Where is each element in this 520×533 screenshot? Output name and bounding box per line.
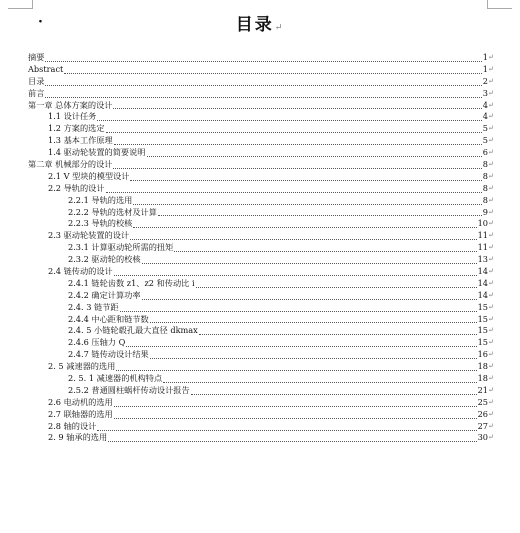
toc-entry-page: 16 xyxy=(477,349,488,360)
toc-entry-label: 1.2 方案的选定 xyxy=(48,123,105,134)
toc-entry-page: 15 xyxy=(477,325,488,336)
toc-leader-dots xyxy=(120,303,477,312)
toc-entry[interactable] xyxy=(28,230,494,242)
paragraph-mark-icon: ↵ xyxy=(488,278,494,287)
toc-entry-page: 13 xyxy=(477,254,488,265)
toc-entry-page: 5 xyxy=(482,123,488,134)
paragraph-mark-icon: ↵ xyxy=(488,76,494,85)
table-of-contents xyxy=(28,52,494,444)
toc-entry[interactable] xyxy=(28,361,494,373)
toc-entry-page: 8 xyxy=(482,182,488,193)
paragraph-mark-icon: ↵ xyxy=(488,195,494,204)
toc-entry[interactable] xyxy=(28,183,494,195)
toc-entry-page: 15 xyxy=(477,337,488,348)
toc-leader-dots xyxy=(150,350,477,359)
paragraph-mark-icon: ↵ xyxy=(488,326,494,335)
toc-entry-page: 18 xyxy=(477,373,488,384)
toc-leader-dots xyxy=(108,433,476,442)
paragraph-mark-icon: ↵ xyxy=(488,207,494,216)
toc-leader-dots xyxy=(114,410,477,419)
toc-leader-dots xyxy=(97,422,476,431)
toc-leader-dots xyxy=(142,291,477,300)
paragraph-mark-icon: ↵ xyxy=(488,88,494,97)
paragraph-mark-icon: ↵ xyxy=(488,100,494,109)
paragraph-mark-icon: ↵ xyxy=(488,314,494,323)
toc-entry[interactable] xyxy=(28,349,494,361)
paragraph-mark-icon: ↵ xyxy=(488,183,494,192)
toc-leader-dots xyxy=(130,231,476,240)
toc-entry[interactable] xyxy=(28,100,494,112)
toc-entry[interactable] xyxy=(28,242,494,254)
toc-entry-label: 1.1 设计任务 xyxy=(48,111,97,122)
paragraph-mark-icon: ↵ xyxy=(488,374,494,383)
toc-leader-dots xyxy=(114,136,482,145)
toc-leader-dots xyxy=(113,160,481,169)
toc-entry-label: 2.4.1 链轮齿数 z1、z2 和传动比 i xyxy=(68,277,195,288)
toc-leader-dots xyxy=(199,326,477,335)
toc-entry[interactable] xyxy=(28,314,494,326)
toc-entry[interactable] xyxy=(28,385,494,397)
bullet-mark: · xyxy=(38,14,43,30)
toc-entry[interactable] xyxy=(28,373,494,385)
toc-entry-label: Abstract xyxy=(28,63,64,74)
toc-entry[interactable] xyxy=(28,409,494,421)
toc-entry-page: 4 xyxy=(482,111,488,122)
toc-entry-page: 4 xyxy=(482,99,488,110)
toc-entry-label: 2.2.1 导轨的选用 xyxy=(68,194,133,205)
toc-entry-label: 2.7 联轴器的选用 xyxy=(48,408,113,419)
toc-entry[interactable] xyxy=(28,337,494,349)
toc-leader-dots xyxy=(106,184,482,193)
toc-entry-page: 21 xyxy=(477,384,488,395)
toc-entry-label: 2. 5. 1 减速器的机构特点 xyxy=(68,373,163,384)
toc-entry[interactable] xyxy=(28,278,494,290)
paragraph-mark-icon: ↵ xyxy=(488,255,494,264)
toc-entry[interactable] xyxy=(28,135,494,147)
toc-entry-page: 15 xyxy=(477,313,488,324)
toc-leader-dots xyxy=(106,124,482,133)
toc-entry[interactable] xyxy=(28,159,494,171)
toc-entry-page: 8 xyxy=(482,159,488,169)
toc-entry[interactable] xyxy=(28,88,494,100)
toc-entry-page: 8 xyxy=(482,194,488,205)
toc-entry-label: 目录 xyxy=(28,75,45,86)
toc-entry-label: 2.8 轴的设计 xyxy=(48,420,97,431)
toc-entry[interactable] xyxy=(28,218,494,230)
toc-entry-label: 2.3.2 驱动轮的校核 xyxy=(68,254,141,265)
toc-leader-dots xyxy=(64,65,481,74)
paragraph-mark-icon: ↵ xyxy=(488,243,494,252)
toc-entry[interactable] xyxy=(28,52,494,64)
paragraph-mark-icon: ↵ xyxy=(488,124,494,133)
toc-entry-label: 摘要 xyxy=(28,51,45,62)
toc-entry[interactable] xyxy=(28,76,494,88)
toc-entry-page: 10 xyxy=(477,218,488,229)
toc-entry[interactable] xyxy=(28,64,494,76)
paragraph-mark-icon: ↵ xyxy=(488,385,494,394)
toc-entry-label: 2.1 V 型块的模型设计 xyxy=(48,170,130,181)
paragraph-mark-icon: ↵ xyxy=(488,112,494,121)
toc-leader-dots xyxy=(150,314,477,323)
toc-entry-label: 2. 5 减速器的选用 xyxy=(48,361,116,372)
toc-entry-label: 1.3 基本工作原理 xyxy=(48,135,113,146)
toc-leader-dots xyxy=(147,148,482,157)
toc-entry-label: 2.4.4 中心距和链节数 xyxy=(68,313,149,324)
page-title-text: 目录 xyxy=(235,15,274,35)
page-corner-mark-left xyxy=(8,0,33,9)
paragraph-mark-icon: ↵ xyxy=(488,397,494,406)
toc-entry-page: 14 xyxy=(477,266,488,277)
toc-entry[interactable] xyxy=(28,421,494,433)
toc-entry[interactable] xyxy=(28,302,494,314)
toc-entry[interactable] xyxy=(28,111,494,123)
toc-entry-page: 11 xyxy=(477,242,488,253)
toc-entry-label: 2.2.2 导轨的选材及计算 xyxy=(68,206,157,217)
toc-leader-dots xyxy=(45,77,481,86)
toc-entry-page: 25 xyxy=(477,396,488,407)
toc-entry-page: 15 xyxy=(477,301,488,312)
toc-entry[interactable] xyxy=(28,266,494,278)
toc-leader-dots xyxy=(97,112,481,121)
paragraph-mark-icon: ↵ xyxy=(488,219,494,228)
toc-entry-label: 2.4.7 链传动设计结果 xyxy=(68,349,149,360)
toc-leader-dots xyxy=(196,279,477,288)
toc-entry-page: 18 xyxy=(477,361,488,372)
paragraph-mark-icon: ↵ xyxy=(488,362,494,371)
toc-leader-dots xyxy=(114,398,477,407)
toc-entry-page: 8 xyxy=(482,170,488,181)
toc-entry-page: 11 xyxy=(477,230,488,241)
toc-entry-label: 前言 xyxy=(28,87,45,98)
toc-leader-dots xyxy=(174,243,476,252)
paragraph-mark-icon: ↵ xyxy=(488,52,494,61)
toc-entry-label: 第一章 总体方案的设计 xyxy=(28,99,113,110)
toc-entry[interactable] xyxy=(28,147,494,159)
toc-entry-page: 26 xyxy=(477,408,488,419)
toc-entry-page: 2 xyxy=(482,75,488,86)
toc-entry-page: 1 xyxy=(482,51,488,62)
toc-leader-dots xyxy=(116,362,476,371)
toc-entry[interactable] xyxy=(28,207,494,219)
paragraph-mark-icon: ↵ xyxy=(488,350,494,359)
paragraph-mark-icon: ↵ xyxy=(488,302,494,311)
toc-leader-dots xyxy=(142,255,477,264)
toc-entry-label: 2.3 驱动轮装置的设计 xyxy=(48,230,130,241)
toc-entry-page: 1 xyxy=(482,63,488,74)
paragraph-mark-icon: ↵ xyxy=(488,231,494,240)
toc-entry-label: 2. 9 轴承的选用 xyxy=(48,432,108,443)
paragraph-mark-icon: ↵ xyxy=(488,409,494,418)
toc-entry-page: 14 xyxy=(477,277,488,288)
paragraph-mark-icon: ↵ xyxy=(488,136,494,145)
toc-entry-label: 2.4 链传动的设计 xyxy=(48,266,113,277)
paragraph-mark-icon: ↵ xyxy=(488,148,494,157)
paragraph-mark-icon: ↵ xyxy=(488,64,494,73)
toc-entry-label: 2.4. 5 小链轮毂孔最大直径 dkmax xyxy=(68,325,198,336)
toc-leader-dots xyxy=(158,207,482,216)
toc-entry-page: 3 xyxy=(482,87,488,98)
toc-leader-dots xyxy=(45,89,481,98)
page-title xyxy=(0,10,520,35)
page-corner-mark-right xyxy=(487,0,512,9)
toc-entry-page: 5 xyxy=(482,135,488,146)
toc-entry-label: 2.3.1 计算驱动轮所需的扭矩 xyxy=(68,242,174,253)
toc-leader-dots xyxy=(133,219,476,228)
paragraph-mark-icon: ↵ xyxy=(274,23,285,33)
toc-leader-dots xyxy=(114,267,477,276)
paragraph-mark-icon: ↵ xyxy=(488,421,494,430)
toc-leader-dots xyxy=(163,374,476,383)
toc-entry[interactable] xyxy=(28,290,494,302)
paragraph-mark-icon: ↵ xyxy=(488,290,494,299)
toc-leader-dots xyxy=(45,53,481,62)
toc-entry[interactable] xyxy=(28,195,494,207)
toc-leader-dots xyxy=(126,338,476,347)
toc-entry[interactable] xyxy=(28,433,494,445)
toc-leader-dots xyxy=(133,196,481,205)
toc-entry-label: 2.4. 3 链节距 xyxy=(68,301,119,312)
toc-leader-dots xyxy=(191,386,477,395)
toc-entry-label: 2.4.6 压轴力 Q xyxy=(68,337,126,348)
toc-entry-label: 1.4 驱动轮装置的简要说明 xyxy=(48,147,146,158)
toc-entry-page: 9 xyxy=(482,206,488,217)
toc-entry[interactable] xyxy=(28,325,494,337)
toc-entry[interactable] xyxy=(28,254,494,266)
toc-entry[interactable] xyxy=(28,123,494,135)
toc-entry-page: 14 xyxy=(477,289,488,300)
toc-leader-dots xyxy=(113,100,481,109)
toc-entry-label: 第二章 机械部分的设计 xyxy=(28,159,113,169)
toc-entry-page: 27 xyxy=(477,420,488,431)
paragraph-mark-icon: ↵ xyxy=(488,160,494,168)
toc-leader-dots xyxy=(130,172,481,181)
paragraph-mark-icon: ↵ xyxy=(488,338,494,347)
paragraph-mark-icon: ↵ xyxy=(488,267,494,276)
toc-entry-label: 2.2.3 导轨的校核 xyxy=(68,218,133,229)
toc-entry[interactable] xyxy=(28,397,494,409)
paragraph-mark-icon: ↵ xyxy=(488,433,494,442)
toc-entry-label: 2.4.2 确定计算功率 xyxy=(68,289,141,300)
toc-entry-page: 6 xyxy=(482,147,488,158)
toc-entry-page: 30 xyxy=(477,432,488,443)
paragraph-mark-icon: ↵ xyxy=(488,171,494,180)
toc-entry[interactable] xyxy=(28,171,494,183)
toc-entry-label: 2.6 电动机的选用 xyxy=(48,396,113,407)
toc-entry-label: 2.2 导轨的设计 xyxy=(48,182,105,193)
toc-entry-label: 2.5.2 普通圆柱蜗杆传动设计报告 xyxy=(68,384,190,395)
